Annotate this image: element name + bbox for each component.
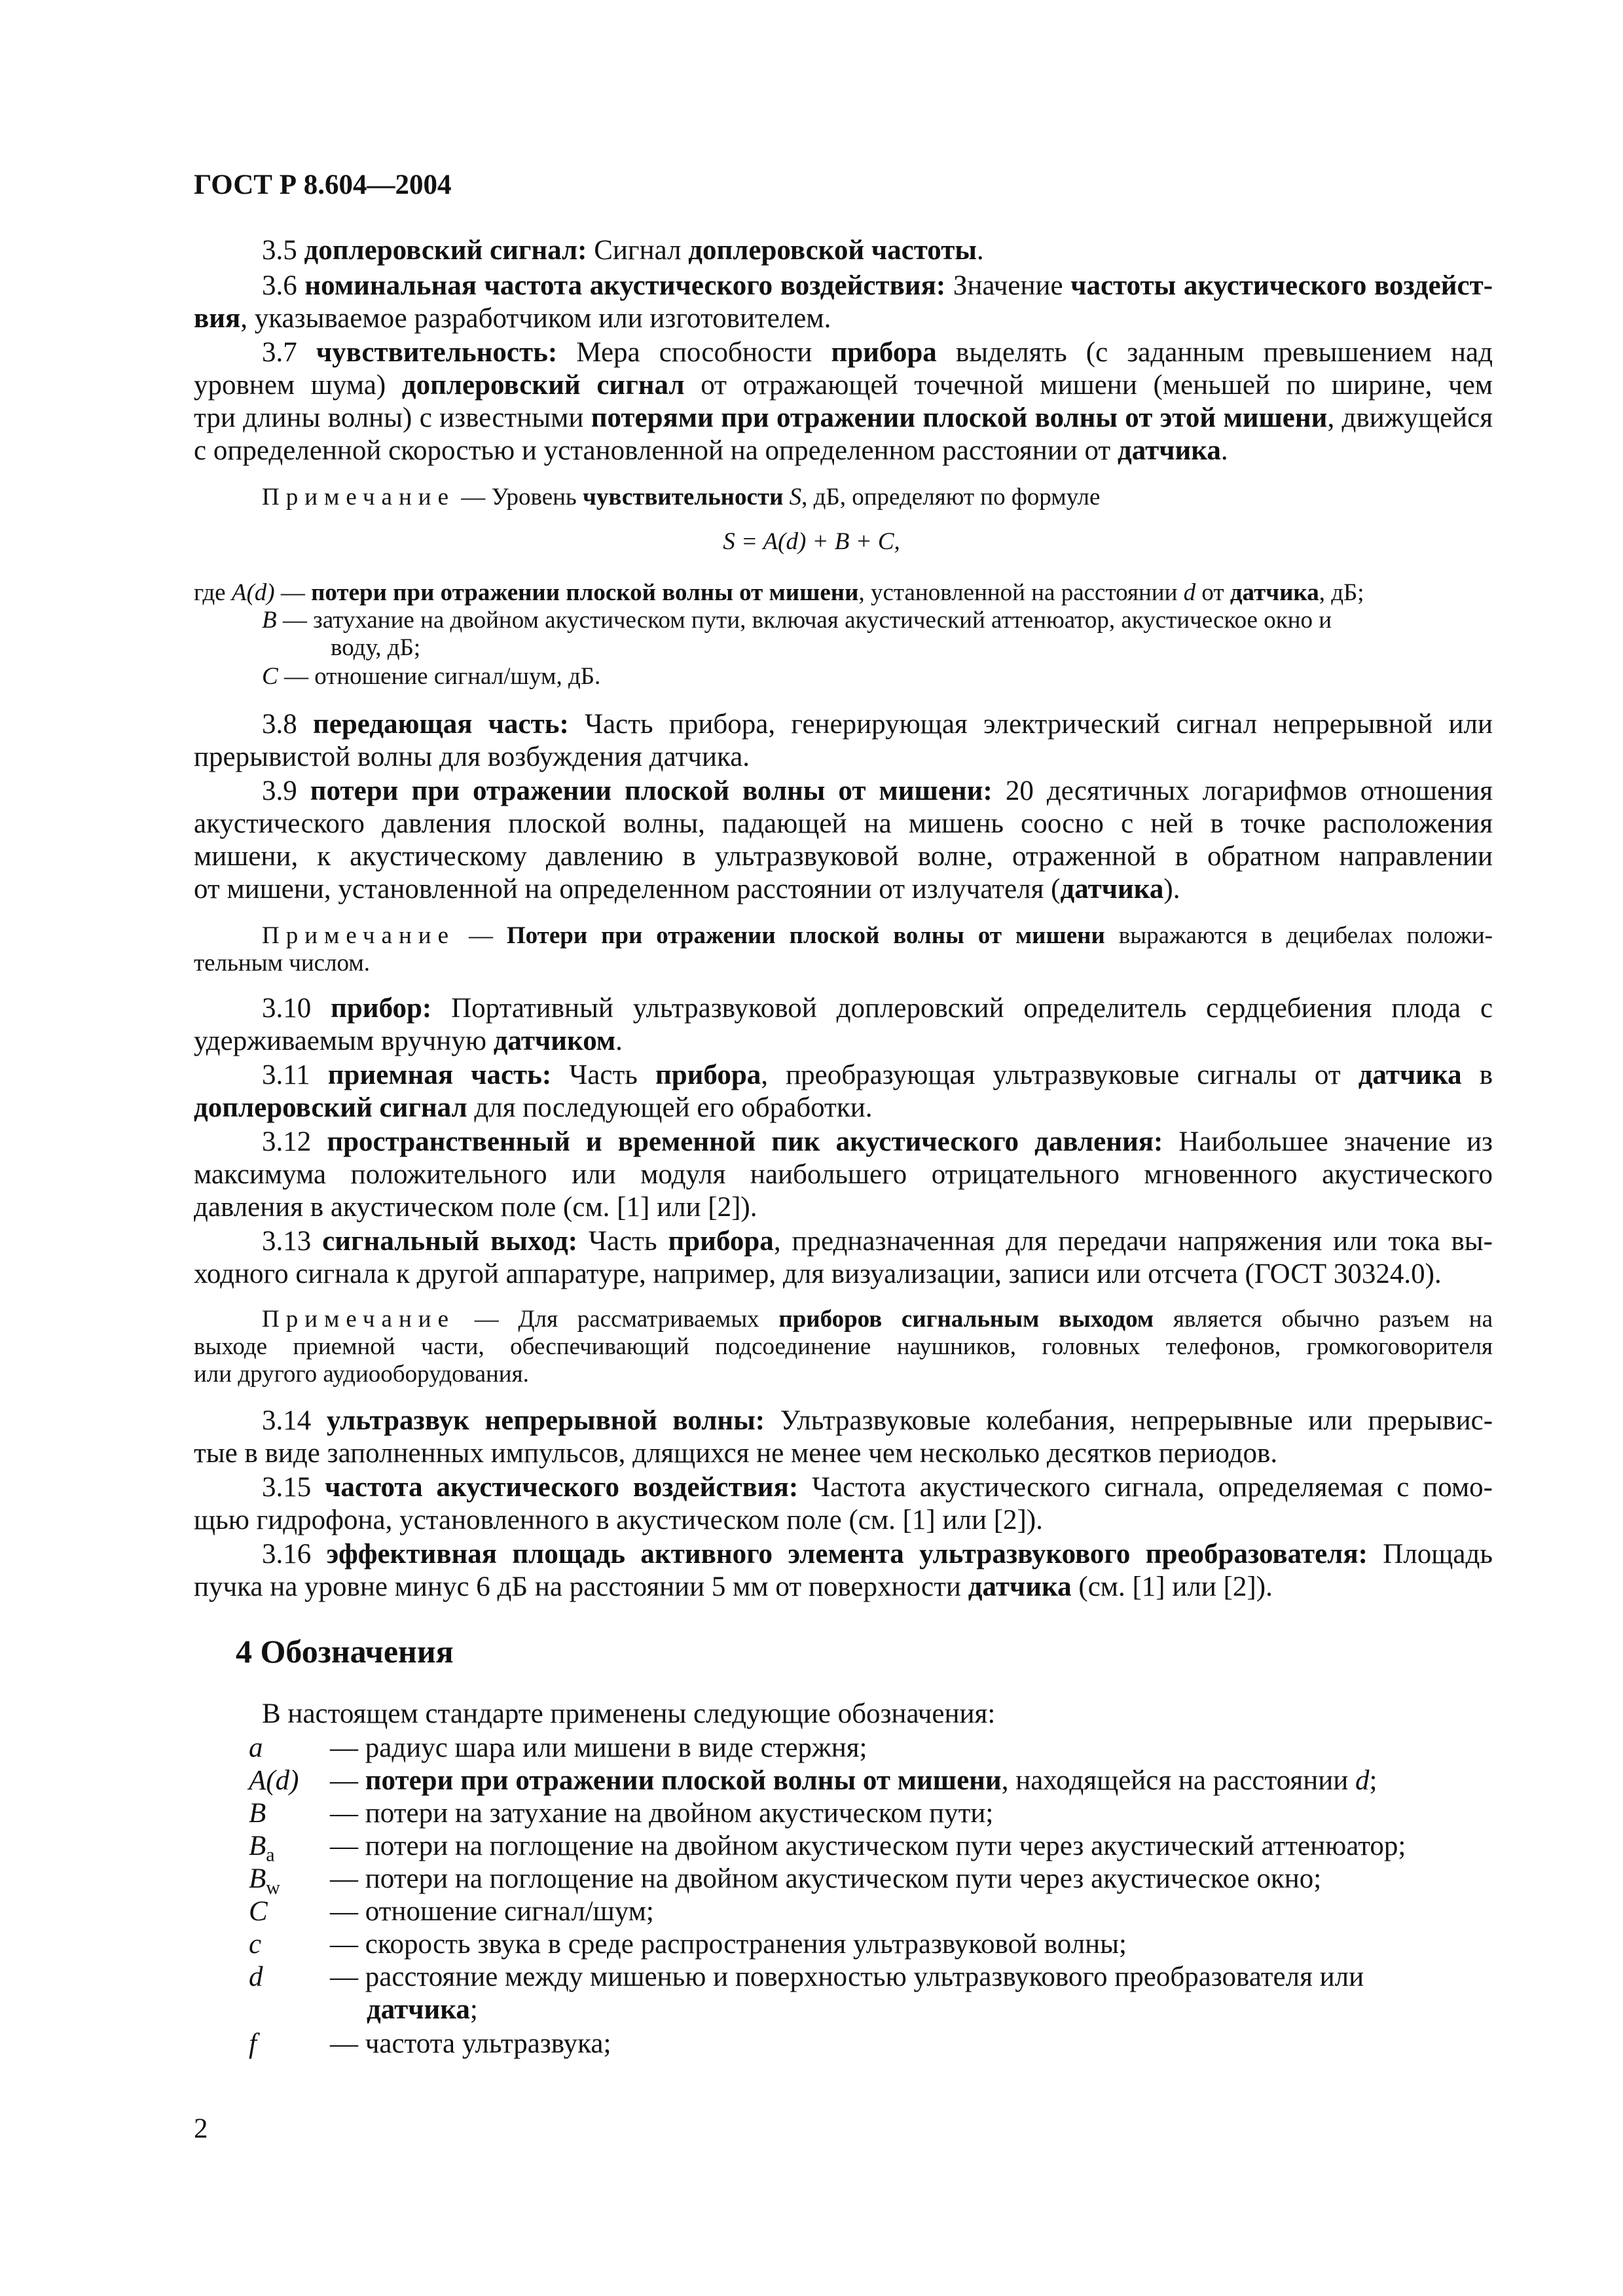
page-number: 2 xyxy=(194,2113,208,2144)
clause-3-10-line: удерживаемым вручную датчиком. xyxy=(194,1026,623,1056)
document-header: ГОСТ Р 8.604—2004 xyxy=(194,170,452,200)
clause-3-5: 3.5 доплеровский сигнал: Сигнал доплеровской частоты. xyxy=(262,235,984,266)
clause-3-12: 3.12 пространственный и временной пик акустического давления: Наибольшее значение из xyxy=(262,1126,1493,1157)
clause-3-10: 3.10 прибор: Портативный ультразвуковой доплеровский определитель сердцебиения плода с xyxy=(262,993,1493,1024)
clause-3-16: 3.16 эффективная площадь активного элемента ультразвукового преобразователя: Площадь xyxy=(262,1539,1493,1570)
symbol-row: $B_w$ — потери на поглощение на двойном акустическом пути через акустическое окно; xyxy=(249,1863,1322,1899)
symbol-row: A(d) — потери при отражении плоской волны от мишени, находящейся на расстоянии d; xyxy=(249,1765,1377,1796)
clause-3-6-line: вия, указываемое разработчиком или изготовителем. xyxy=(194,303,831,334)
section-4-heading: 4 Обозначения xyxy=(236,1633,454,1670)
note-2: Примечание — Потери при отражении плоской волны от мишени выражаются в децибелах положи- xyxy=(262,922,1493,949)
clause-3-9: 3.9 потери при отражении плоской волны от мишени: 20 десятичных логарифмов отношения xyxy=(262,776,1493,806)
clause-3-14: 3.14 ультразвук непрерывной волны: Ультразвуковые колебания, непрерывные или прерывис- xyxy=(262,1405,1493,1436)
note-label: Примечание xyxy=(262,1306,455,1333)
note-1: Примечание — Уровень чувствительности S, дБ, определяют по формуле xyxy=(262,484,1101,511)
clause-3-7-line: с определенной скоростью и установленной на определенном расстоянии от датчика. xyxy=(194,435,1228,466)
clause-3-11-line: доплеровский сигнал для последующей его обработки. xyxy=(194,1092,873,1123)
clause-3-13-line: ходного сигнала к другой аппаратуре, например, для визуализации, записи или отсчета (ГОСТ 30324.0). xyxy=(194,1259,1442,1289)
clause-3-12-line: максимума положительного или модуля наибольшего отрицательного мгновенного акустического xyxy=(194,1159,1493,1190)
clause-3-6: 3.6 номинальная частота акустического воздействия: Значение частоты акустического воздейст- xyxy=(262,270,1493,301)
clause-3-16-line: пучка на уровне минус 6 дБ на расстоянии 5 мм от поверхности датчика (см. [1] или [2]). xyxy=(194,1571,1273,1602)
clause-3-9-line: акустического давления плоской волны, падающей на мишень соосно с ней в точке расположения xyxy=(194,808,1493,839)
clause-3-7-line: три длины волны) с известными потерями при отражении плоской волны от этой мишени, движущейся xyxy=(194,403,1493,433)
note-3-line: или другого аудиооборудования. xyxy=(194,1361,529,1388)
symbol-row-cont: датчика; xyxy=(367,1994,478,2025)
note-3-line: выходе приемной части, обеспечивающий подсоединение наушников, головных телефонов, громкоговорителя xyxy=(194,1333,1493,1360)
formula-where-2-cont: воду, дБ; xyxy=(331,634,421,661)
symbol-row: a — радиус шара или мишени в виде стержня; xyxy=(249,1732,867,1763)
clause-3-15-line: щью гидрофона, установленного в акустическом поле (см. [1] или [2]). xyxy=(194,1505,1043,1535)
symbol-row: c — скорость звука в среде распространения ультразвуковой волны; xyxy=(249,1929,1127,1960)
symbol-row: $B_a$ — потери на поглощение на двойном акустическом пути через акустический аттенюатор; xyxy=(249,1831,1406,1866)
clause-3-15: 3.15 частота акустического воздействия: Частота акустического сигнала, определяемая с помо- xyxy=(262,1472,1493,1503)
clause-3-13: 3.13 сигнальный выход: Часть прибора, предназначенная для передачи напряжения или тока вы- xyxy=(262,1226,1493,1257)
clause-3-12-line: давления в акустическом поле (см. [1] или [2]). xyxy=(194,1192,757,1223)
symbol-row: B — потери на затухание на двойном акустическом пути; xyxy=(249,1798,994,1829)
clause-3-8: 3.8 передающая часть: Часть прибора, генерирующая электрический сигнал непрерывной или xyxy=(262,709,1493,740)
clause-3-8-line: прерывистой волны для возбуждения датчика. xyxy=(194,742,750,772)
note-label: Примечание xyxy=(262,484,455,511)
clause-3-9-line: от мишени, установленной на определенном расстоянии от излучателя (датчика). xyxy=(194,874,1180,905)
clause-3-14-line: тые в виде заполненных импульсов, длящихся не менее чем несколько десятков периодов. xyxy=(194,1438,1278,1469)
formula-where-3: C — отношение сигнал/шум, дБ. xyxy=(262,663,601,690)
clause-3-11: 3.11 приемная часть: Часть прибора, преобразующая ультразвуковые сигналы от датчика в xyxy=(262,1060,1493,1090)
symbol-row: f — частота ультразвука; xyxy=(249,2028,611,2059)
note-label: Примечание xyxy=(262,922,455,949)
clause-3-7-line: уровнем шума) доплеровский сигнал от отражающей точечной мишени (меньшей по ширине, чем xyxy=(194,370,1493,401)
formula-where-2: B — затухание на двойном акустическом пути, включая акустический аттенюатор, акустическое окно и xyxy=(262,607,1332,634)
symbol-row: d — расстояние между мишенью и поверхностью ультразвукового преобразователя или xyxy=(249,1962,1364,1992)
symbol-row: C — отношение сигнал/шум; xyxy=(249,1896,654,1927)
note-2-line: тельным числом. xyxy=(194,950,371,977)
section-4-intro: В настоящем стандарте применены следующие обозначения: xyxy=(262,1698,996,1729)
clause-3-9-line: мишени, к акустическому давлению в ультразвуковой волне, отраженной в обратном направлении xyxy=(194,841,1493,872)
clause-3-7: 3.7 чувствительность: Мера способности прибора выделять (с заданным превышением над xyxy=(262,337,1493,368)
formula-where-1: где A(d) — потери при отражении плоской волны от мишени, установленной на расстоянии d от датчика, дБ; xyxy=(194,579,1364,606)
note-3: Примечание — Для рассматриваемых приборов сигнальным выходом является обычно разъем на xyxy=(262,1306,1493,1333)
formula: S = A(d) + B + C, xyxy=(723,528,900,555)
